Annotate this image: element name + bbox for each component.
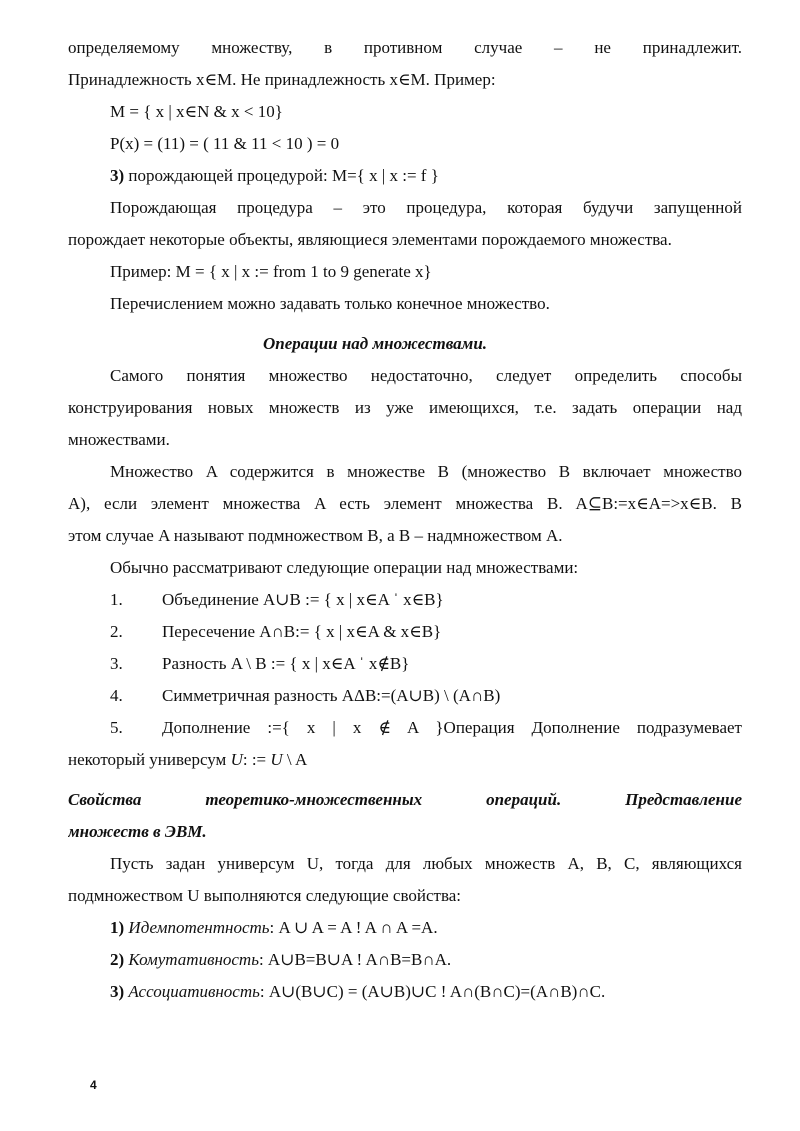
- list-text: Симметричная разность AΔB:=(A∪B) \ (A∩B): [162, 686, 501, 705]
- text-line: подмножеством U выполняются следующие свойства:: [68, 886, 462, 905]
- text-line: Пример: M = { x | x := from 1 to 9 generate x}: [110, 262, 432, 281]
- item-number: 3): [110, 166, 125, 185]
- property-text: : A∪B=B∪A ! A∩B=B∩A.: [258, 950, 452, 969]
- list-number: 5.: [110, 718, 123, 737]
- text-part: U: [230, 750, 243, 769]
- property-text: : A ∪ A = A ! A ∩ A =A.: [269, 918, 438, 937]
- section-heading: Операции над множествами.: [262, 334, 488, 353]
- formula-line: P(x) = (11) = ( 11 & 11 < 10 ) = 0: [110, 134, 340, 153]
- property-term: Комутативность: [128, 950, 259, 969]
- list-item: [68, 712, 742, 744]
- item-number: 3): [110, 982, 125, 1001]
- text-part: : :=: [242, 750, 271, 769]
- text-part: некоторый универсум: [68, 750, 231, 769]
- list-number: 1.: [110, 590, 123, 609]
- list-item: [68, 680, 742, 712]
- section-heading: Свойства теоретико-множественных операций. Представление: [68, 790, 742, 809]
- text-line: определяемому множеству, в противном случае – не принадлежит.: [68, 38, 742, 57]
- text-line: Самого понятия множество недостаточно, следует определить способы: [110, 366, 742, 385]
- list-text: Пересечение A∩B:= { x | x∈A & x∈B}: [162, 622, 442, 641]
- property-item: [68, 912, 742, 944]
- property-term: Идемпотентность: [128, 918, 270, 937]
- text-part: U: [270, 750, 283, 769]
- list-number: 2.: [110, 622, 123, 641]
- text-line: Порождающая процедура – это процедура, которая будучи запущенной: [110, 198, 742, 217]
- document-page: [68, 32, 742, 1008]
- text-line: [68, 744, 742, 776]
- list-number: 3.: [110, 654, 123, 673]
- text-line: множествами.: [68, 430, 170, 449]
- property-text: : A∪(B∪C) = (A∪B)∪C ! A∩(B∩C)=(A∩B)∩C.: [259, 982, 606, 1001]
- text-line: Перечислением можно задавать только конечное множество.: [110, 294, 550, 313]
- list-text: Разность A \ B := { x | x∈A ˈ x∉B}: [162, 654, 410, 673]
- list-item: [68, 584, 742, 616]
- text-line: конструирования новых множеств из уже имеющихся, т.е. задать операции над: [68, 398, 742, 417]
- formula-line: M = { x | x∈N & x < 10}: [110, 102, 283, 121]
- item-number: 2): [110, 950, 125, 969]
- list-number: 4.: [110, 686, 123, 705]
- item-number: 1): [110, 918, 125, 937]
- text-line: A), если элемент множества A есть элемент множества B. A⊆B:=x∈A=>x∈B. В: [68, 494, 742, 513]
- property-item: [68, 944, 742, 976]
- section-heading: множеств в ЭВМ.: [68, 822, 207, 841]
- text-line: Принадлежность x∈M. Не принадлежность x∈M. Пример:: [68, 70, 496, 89]
- list-text: Объединение A∪B := { x | x∈A ˈ x∈B}: [162, 590, 444, 609]
- text-line: [68, 160, 742, 192]
- text-line: порождает некоторые объекты, являющиеся элементами порождаемого множества.: [68, 230, 672, 249]
- list-text: Дополнение :={ x | x ∉ A }Операция Дополнение подразумевает: [162, 718, 742, 737]
- list-item: [68, 648, 742, 680]
- page-number: 4: [90, 1078, 97, 1092]
- list-item: [68, 616, 742, 648]
- text-line: Множество A содержится в множестве B (множество B включает множество: [110, 462, 742, 481]
- text-part: \ A: [282, 750, 308, 769]
- text-line: этом случае A называют подмножеством B, а B – надмножеством A.: [68, 526, 563, 545]
- text-line: Пусть задан универсум U, тогда для любых множеств A, B, C, являющихся: [110, 854, 742, 873]
- text-line: Обычно рассматривают следующие операции над множествами:: [110, 558, 579, 577]
- property-term: Ассоциативность: [128, 982, 260, 1001]
- property-item: [68, 976, 742, 1008]
- item-text: порождающей процедурой: M={ x | x := f }: [124, 166, 439, 185]
